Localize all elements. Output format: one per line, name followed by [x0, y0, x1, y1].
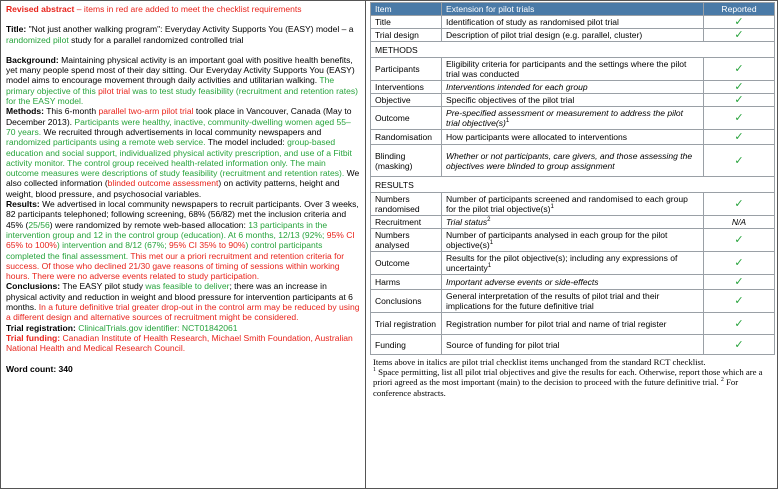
- word-count: Word count: 340: [6, 363, 73, 374]
- extension-text: [442, 335, 704, 355]
- extension-text: [442, 290, 704, 313]
- abstract-methods: Methods: This 6-month parallel two-arm pilot trial took place in Vancouver, Canada (May to December 2013). Participants were healthy, inactive, community-dwelling women aged 55–70 years. We recruited through advertisements in local community newspapers and randomized participants using a remote web service. The model included: group-based education and social support, individualized physical activity prescription, and use of a Fitbit activity monitor. The control group received health-related information only. The main outcome measures were descriptions of study feasibility (recruitment and retention rates). We also collected information (blinded outcome assessment) on activity patterns, height and weight, blood pressure, and psychosocial variables.: [6, 106, 360, 199]
- checklist-body: [371, 16, 775, 355]
- check-icon: ✓: [704, 29, 775, 42]
- extension-label: Registration number for pilot trial and name of trial register: [446, 318, 667, 329]
- checklist-header-row: [371, 3, 775, 16]
- check-icon: ✓: [704, 107, 775, 130]
- check-icon: ✓: [704, 290, 775, 313]
- extension-text: [442, 193, 704, 216]
- check-icon: ✓: [704, 16, 775, 29]
- item-label: Interventions: [371, 81, 442, 94]
- checklist-row: [371, 335, 775, 355]
- extension-text: [442, 94, 704, 107]
- item-label: Trial registration: [371, 313, 442, 335]
- checklist-panel: [370, 1, 777, 488]
- extension-text: [442, 107, 704, 130]
- footnote-marker: 1: [550, 204, 554, 211]
- check-icon: ✓: [704, 145, 775, 177]
- extension-text: [442, 313, 704, 335]
- checklist-row: [371, 29, 775, 42]
- item-label: Outcome: [371, 107, 442, 130]
- item-label: Numbers analysed: [371, 229, 442, 252]
- extension-label: Pre-specified assessment or measurement to address the pilot trial objective(s): [446, 108, 684, 128]
- section-label: METHODS: [371, 42, 775, 58]
- item-label: Numbers randomised: [371, 193, 442, 216]
- header-item: Item: [371, 3, 442, 16]
- item-label: Blinding (masking): [371, 145, 442, 177]
- abstract-results: Results: We advertised in local community newspapers to recruit participants. Over 3 weeks, 82 participants telephoned; following screening, 68% (56/82) met the inclusion criteria and 45% (25/56) were randomized by remote web-based allocation: 13 participants in the intervention group and 12 in the control group (education). At 6 months, 12/13 (92%; 95% CI 65% to 100%) intervention and 8/12 (67%; 95% CI 35% to 90%) control participants completed the final assessment. This met our a priori recruitment and retention criteria for success. Of those who declined 21/30 gave reasons of timing of sessions within working hours. There were no adverse events related to study participation.: [6, 199, 359, 282]
- item-label: Funding: [371, 335, 442, 355]
- check-icon: ✓: [704, 81, 775, 94]
- extension-label: Eligibility criteria for participants and the settings where the pilot trial was conducted: [446, 59, 687, 79]
- check-icon: ✓: [704, 94, 775, 107]
- checklist-row: [371, 58, 775, 81]
- extension-label: Identification of study as randomised pilot trial: [446, 17, 619, 27]
- checklist-row: [371, 229, 775, 252]
- checklist-row: [371, 216, 775, 229]
- note-objectives: $^1$ Space permitting, list all pilot trial objectives and give the results for each. Otherwise, report those which are a priori agreed as the most important (main) to the decision to proceed with the future definitive trial. $^2$ For conference abstracts.: [373, 367, 763, 398]
- section-label: RESULTS: [371, 177, 775, 193]
- extension-label: Specific objectives of the pilot trial: [446, 95, 575, 105]
- checklist-row: [371, 290, 775, 313]
- checklist-row: [371, 94, 775, 107]
- checklist-row: [371, 193, 775, 216]
- item-label: Participants: [371, 58, 442, 81]
- extension-label: Interventions intended for each group: [446, 82, 588, 92]
- item-label: Harms: [371, 275, 442, 290]
- extension-label: Results for the pilot objective(s); including any expressions of uncertainty: [446, 253, 678, 273]
- extension-text: [442, 252, 704, 275]
- abstract-conclusions: Conclusions: The EASY pilot study was feasible to deliver; there was an increase in physical activity and reduction in weight and blood pressure for intervention participants at 6 months. In a future definitive trial greater drop-out in the control arm may be reduced by using a different design and alternative sources of recruitment might be considered.: [6, 281, 360, 323]
- checklist-row: [371, 81, 775, 94]
- check-icon: ✓: [704, 275, 775, 290]
- note-italics: Items above in italics are pilot trial checklist items unchanged from the standard RCT checklist.: [373, 357, 706, 367]
- extension-label: Trial status: [446, 217, 488, 227]
- checklist-row: [371, 130, 775, 145]
- abstract-background: Background: Maintaining physical activity is an important goal with positive health benefits, yet many people spend most of their day sitting. Our Everyday Activity Supports You (EASY) model aims to encourage movement through daily activities and utilitarian walking. The primary objective of this pilot trial was to test study feasibility (recruitment and retention rates) for the EASY model.: [6, 54, 359, 107]
- checklist-row: [371, 145, 775, 177]
- extension-label: Source of funding for pilot trial: [446, 339, 560, 350]
- extension-text: [442, 145, 704, 177]
- check-icon: ✓: [704, 229, 775, 252]
- abstract-registration: Trial registration: ClinicalTrials.gov identifier: NCT01842061: [6, 322, 238, 333]
- checklist-row: [371, 16, 775, 29]
- checklist-table: [370, 2, 775, 355]
- item-label: Outcome: [371, 252, 442, 275]
- header-reported: Reported: [704, 3, 775, 16]
- extension-label: Description of pilot trial design (e.g. parallel, cluster): [446, 30, 643, 40]
- checklist-row: [371, 313, 775, 335]
- revised-abstract-panel: [1, 1, 366, 488]
- extension-label: Important adverse events or side-effects: [446, 277, 599, 287]
- footnote-marker: 1: [487, 263, 492, 270]
- check-icon: ✓: [704, 130, 775, 145]
- section-row: [371, 42, 775, 58]
- item-label: Recruitment: [371, 216, 442, 229]
- check-icon: ✓: [704, 193, 775, 216]
- extension-label: General interpretation of the results of pilot trial and their implications for the future definitive trial: [446, 291, 660, 311]
- checklist-notes: [370, 355, 777, 398]
- extension-text: [442, 29, 704, 42]
- header-extension: Extension for pilot trials: [442, 3, 704, 16]
- item-label: Conclusions: [371, 290, 442, 313]
- item-label: Randomisation: [371, 130, 442, 145]
- item-label: Trial design: [371, 29, 442, 42]
- checklist-row: [371, 275, 775, 290]
- footnote-marker: 1: [489, 240, 494, 247]
- check-icon: ✓: [704, 252, 775, 275]
- extension-text: [442, 81, 704, 94]
- abstract-heading: Revised abstract – items in red are added to meet the checklist requirements: [6, 4, 302, 14]
- check-icon: ✓: [704, 313, 775, 335]
- item-label: Objective: [371, 94, 442, 107]
- extension-label: Number of participants screened and randomised to each group for the pilot trial objective(s): [446, 194, 688, 214]
- footnote-marker: 2: [487, 217, 491, 224]
- extension-text: [442, 229, 704, 252]
- extension-text: [442, 275, 704, 290]
- section-row: [371, 177, 775, 193]
- extension-label: Whether or not participants, care givers, and those assessing the objectives were blinded to group assignment: [446, 150, 693, 171]
- item-label: Title: [371, 16, 442, 29]
- extension-label: How participants were allocated to interventions: [446, 132, 628, 142]
- check-icon: ✓: [704, 58, 775, 81]
- footnote-marker: 1: [505, 118, 510, 125]
- abstract-title: Title: "Not just another walking program": Everyday Activity Supports You (EASY) model – a randomized pilot study for a parallel randomized controlled trial: [6, 24, 354, 45]
- check-icon: ✓: [704, 335, 775, 355]
- extension-text: [442, 58, 704, 81]
- extension-text: [442, 16, 704, 29]
- extension-label: Number of participants analysed in each group for the pilot objective(s): [446, 230, 668, 250]
- abstract-funding: Trial funding: Canadian Institute of Health Research, Michael Smith Foundation, Australian National Health and Medical Research Council.: [6, 332, 353, 354]
- checklist-row: [371, 107, 775, 130]
- checklist-row: [371, 252, 775, 275]
- reported-status: N/A: [704, 216, 775, 229]
- extension-text: [442, 216, 704, 229]
- extension-text: [442, 130, 704, 145]
